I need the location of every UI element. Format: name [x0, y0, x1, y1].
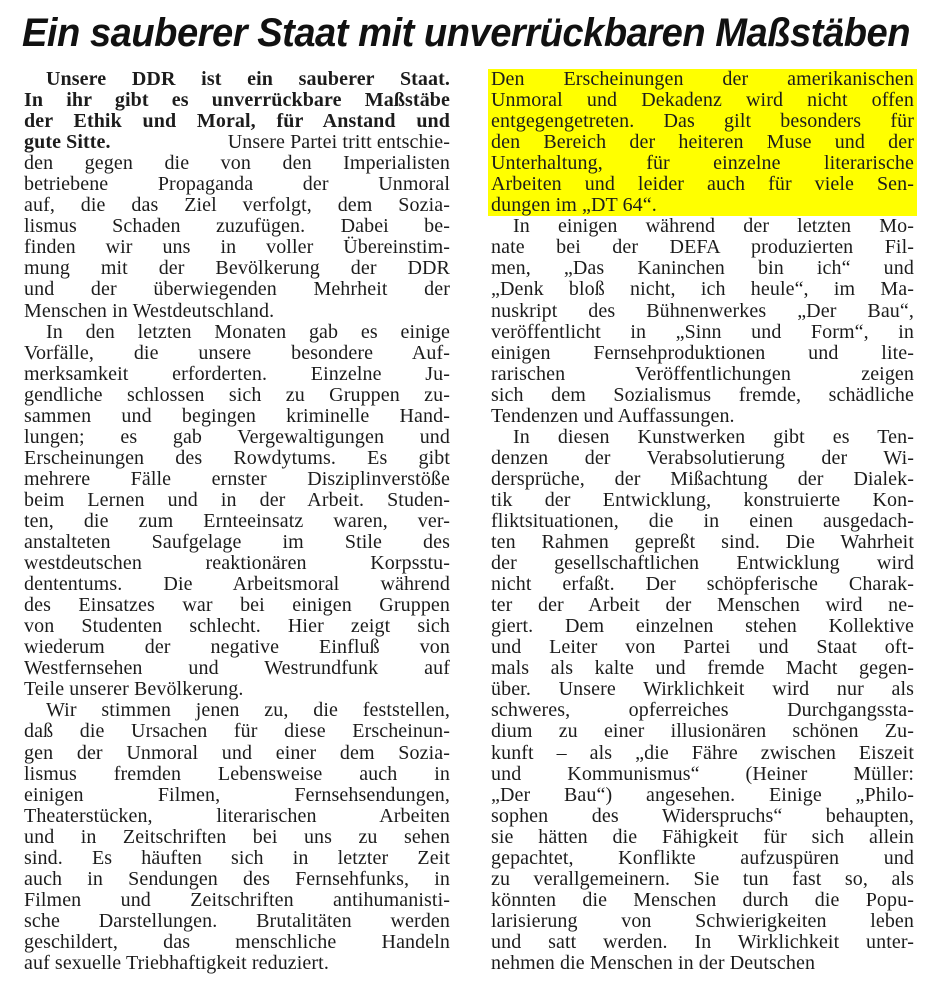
- text-line: schweres, opferreiches Durchgangssta-: [491, 699, 914, 722]
- text-line: Teile unserer Bevölkerung.: [24, 678, 244, 701]
- text-line: lismus fremden Lebensweise auch in: [24, 762, 450, 785]
- text-line: entgegengetreten. Das gilt besonders für: [491, 110, 914, 133]
- text-line: ten Rahmen gepreßt sind. Die Wahrheit: [491, 531, 914, 554]
- paragraph: [24, 153, 450, 321]
- text-line: ten, die zum Ernteeinsatz waren, ver-: [24, 509, 450, 532]
- text-line: In diesen Kunstwerken gibt es Ten-: [513, 425, 914, 448]
- text-line: zu verallgemeinern. Sie tun fast so, als: [491, 867, 914, 890]
- text-line: des Einsatzes war bei einigen Gruppen: [24, 594, 450, 617]
- text-line: westdeutschen reaktionären Korpsstu-: [24, 552, 450, 575]
- headline: Ein sauberer Staat mit unverrückbaren Maßstäben: [22, 11, 910, 55]
- text-line: Tendenzen und Auffassungen.: [491, 404, 735, 427]
- text-line: men, „Das Kaninchen bin ich“ und: [491, 257, 914, 280]
- text-line: Vorfälle, die unsere besondere Auf-: [24, 341, 450, 364]
- text-line: Unmoral und Dekadenz wird nicht offen: [491, 89, 914, 112]
- text-line: sammen und begingen kriminelle Hand-: [24, 404, 450, 427]
- text-line: sophen des Widerspruchs“ behaupten,: [491, 804, 914, 827]
- text-line: und der überwiegenden Mehrheit der: [24, 278, 450, 301]
- text-line: und Kommunismus“ (Heiner Müller:: [491, 762, 914, 785]
- text-line: „Denk bloß nicht, ich heule“, im Ma-: [491, 278, 914, 301]
- text-line: Den Erscheinungen der amerikanischen: [491, 68, 914, 90]
- text-line: larisierung von Schwierigkeiten leben: [491, 909, 914, 932]
- text-line: mals als kalte und fremde Macht gegen-: [491, 657, 914, 680]
- text-line: Unterhaltung, für einzelne literarische: [491, 152, 914, 175]
- text-line: könnten die Menschen durch die Popu-: [491, 888, 914, 911]
- text-line: den gegen die von den Imperialisten: [24, 152, 450, 175]
- paragraph: [491, 216, 914, 426]
- text-line: sie hätten die Fähigkeit für sich allein: [491, 825, 914, 848]
- text-line: sich dem Sozialismus fremde, schädliche: [491, 383, 914, 406]
- text-line: merksamkeit erforderten. Einzelne Ju-: [24, 362, 450, 385]
- lead-regular-text: Unsere Partei tritt entschie-: [222, 131, 450, 154]
- text-line: dium zu einer illusionären schönen Zu-: [491, 720, 914, 743]
- text-line: auch in Sendungen des Fernsehfunks, in: [24, 867, 450, 890]
- text-line: betriebene Propaganda der Unmoral: [24, 173, 450, 196]
- text-line: auf, die das Ziel verfolgt, dem Sozia-: [24, 194, 450, 217]
- text-line: finden wir uns in voller Übereinstim-: [24, 236, 450, 259]
- lead-paragraph: [24, 69, 450, 153]
- text-line: wiederum der negative Einfluß von: [24, 636, 450, 659]
- lead-bold-text: gute Sitte.: [24, 131, 111, 154]
- text-line: nicht erfaßt. Der schöpferische Charak-: [491, 573, 914, 596]
- text-line: veröffentlicht in „Sinn und Form“, in: [491, 320, 914, 343]
- text-line: auf sexuelle Triebhaftigkeit reduziert.: [24, 951, 329, 974]
- text-line: Unsere DDR ist ein sauberer Staat.: [46, 68, 450, 90]
- text-line: nuskript des Bühnenwerkes „Der Bau“,: [491, 299, 914, 322]
- text-line: mung mit der Bevölkerung der DDR: [24, 257, 450, 280]
- text-line: tik der Entwicklung, konstruierte Kon-: [491, 488, 914, 511]
- text-line: [24, 132, 450, 153]
- text-line: denzen der Verabsolutierung der Wi-: [491, 446, 914, 469]
- text-line: der Ethik und Moral, für Anstand und: [24, 110, 450, 133]
- text-line: lungen; es gab Vergewaltigungen und: [24, 425, 450, 448]
- text-line: und in Zeitschriften bei uns zu sehen: [24, 825, 450, 848]
- highlighted-paragraph: [488, 69, 917, 216]
- text-line: In einigen während der letzten Mo-: [513, 215, 914, 238]
- article-column-left: [24, 69, 450, 974]
- article-column-right: [491, 69, 914, 974]
- text-line: beim Lernen und in der Arbeit. Studen-: [24, 488, 450, 511]
- paragraph: [24, 322, 450, 701]
- text-line: anstalteten Saufgelage im Stile des: [24, 531, 450, 554]
- text-line: und satt werden. In Wirklichkeit unter-: [491, 930, 914, 953]
- text-line: und Leiter von Partei und Staat oft-: [491, 636, 914, 659]
- paragraph: [491, 427, 914, 974]
- text-line: einigen Fernsehproduktionen und lite-: [491, 341, 914, 364]
- text-line: In den letzten Monaten gab es einige: [46, 320, 450, 343]
- text-line: von Studenten schlecht. Hier zeigt sich: [24, 615, 450, 638]
- text-line: über. Unsere Wirklichkeit wird nur als: [491, 678, 914, 701]
- text-line: rarischen Veröffentlichungen zeigen: [491, 362, 914, 385]
- text-line: sind. Es häuften sich in letzter Zeit: [24, 846, 450, 869]
- text-line: mehrere Fälle ernster Disziplinverstöße: [24, 467, 450, 490]
- text-line: einigen Filmen, Fernsehsendungen,: [24, 783, 450, 806]
- text-line: der gesellschaftlichen Entwicklung wird: [491, 552, 914, 575]
- text-line: gepachtet, Konflikte aufzuspüren und: [491, 846, 914, 869]
- text-line: dersprüche, der Mißachtung der Dialek-: [491, 467, 914, 490]
- text-line: lismus Schaden zuzufügen. Dabei be-: [24, 215, 450, 238]
- text-line: Wir stimmen jenen zu, die feststellen,: [46, 699, 450, 722]
- text-line: den Bereich der heiteren Muse und der: [491, 131, 914, 154]
- text-line: gendliche schlossen sich zu Gruppen zu-: [24, 383, 450, 406]
- text-line: nehmen die Menschen in der Deutschen: [491, 951, 816, 974]
- text-line: Menschen in Westdeutschland.: [24, 299, 275, 322]
- text-line: nate bei der DEFA produzierten Fil-: [491, 236, 914, 259]
- text-line: „Der Bau“) angesehen. Einige „Philo-: [491, 783, 914, 806]
- text-line: dententums. Die Arbeitsmoral während: [24, 573, 450, 596]
- paragraph: [24, 700, 450, 974]
- text-line: gen der Unmoral und einer dem Sozia-: [24, 741, 450, 764]
- text-line: geschildert, das menschliche Handeln: [24, 930, 450, 953]
- text-line: Filmen und Zeitschriften antihumanisti-: [24, 888, 450, 911]
- text-line: Westfernsehen und Westrundfunk auf: [24, 657, 450, 680]
- text-line: Arbeiten und leider auch für viele Sen-: [491, 173, 914, 196]
- text-line: daß die Ursachen für diese Erscheinun-: [24, 720, 450, 743]
- text-line: ter der Arbeit der Menschen wird ne-: [491, 594, 914, 617]
- text-line: sche Darstellungen. Brutalitäten werden: [24, 909, 450, 932]
- text-line: In ihr gibt es unverrückbare Maßstäbe: [24, 89, 450, 112]
- text-line: dungen im „DT 64“.: [491, 194, 657, 217]
- text-line: Erscheinungen des Rowdytums. Es gibt: [24, 446, 450, 469]
- text-line: kunft – als „die Fähre zwischen Eiszeit: [491, 741, 914, 764]
- text-line: fliktsituationen, die in einen ausgedach-: [491, 509, 914, 532]
- text-line: giert. Dem einzelnen stehen Kollektive: [491, 615, 914, 638]
- text-line: Theaterstücken, literarischen Arbeiten: [24, 804, 450, 827]
